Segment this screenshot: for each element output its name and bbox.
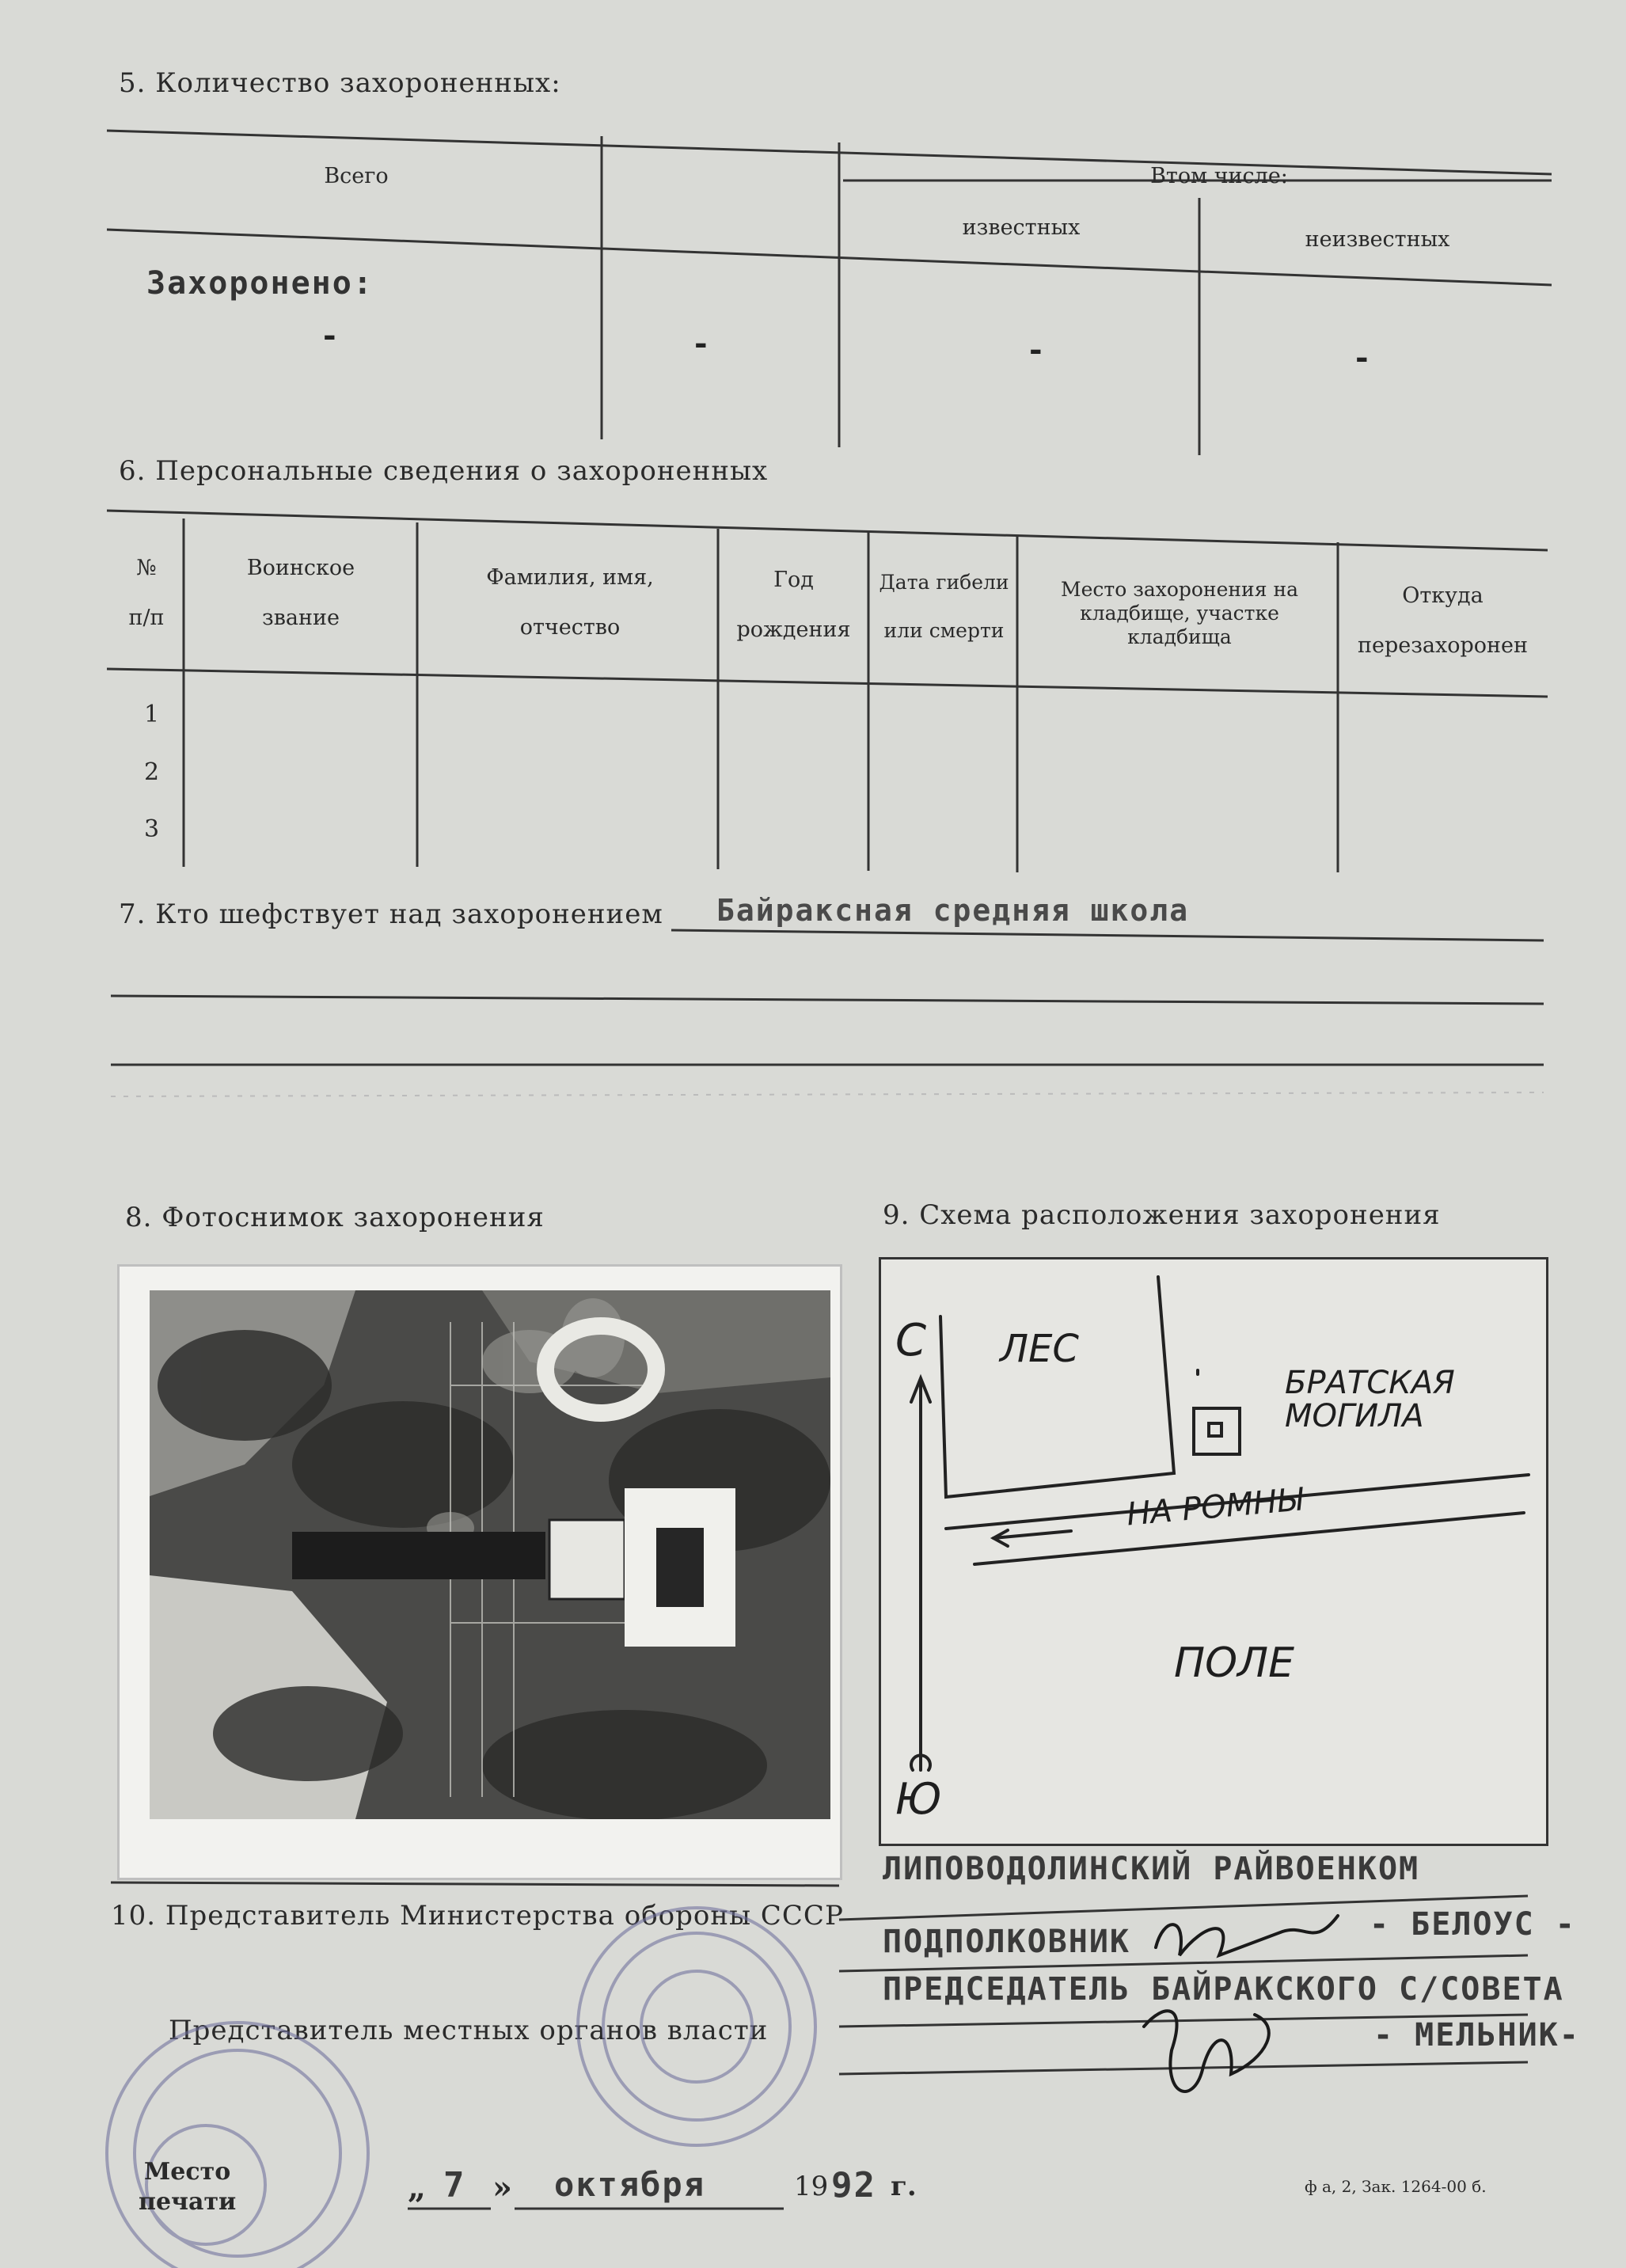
date-month: октября [554, 2165, 706, 2204]
mod-office-stamp: ЛИПОВОДОЛИНСКИЙ РАЙВОЕНКОМ [883, 1851, 1420, 1887]
section5-title: 5. Количество захороненных: [119, 67, 561, 99]
mod-rep-label: 10. Представитель Министерства обороны СССР [111, 1900, 844, 1932]
forest-label: ЛЕС [1000, 1327, 1079, 1371]
header-name-top: Фамилия, имя, [486, 565, 654, 590]
mod-name-stamp: - БЕЛОУС - [1370, 1906, 1576, 1943]
grave-label: БРАТСКАЯ МОГИЛА [1285, 1365, 1455, 1434]
road-label: НА РОМНЫ [1125, 1481, 1305, 1533]
seal-label-line2: печати [139, 2187, 237, 2216]
south-label: Ю [895, 1774, 942, 1824]
local-name-stamp: - МЕЛЬНИК- [1373, 2017, 1580, 2053]
local-rep-label: Представитель местных органов власти [169, 2015, 769, 2046]
col-including-header: Втом числе: [1150, 164, 1288, 188]
row-number: 1 [144, 701, 160, 728]
patron-value: Байраксная средняя школа [716, 893, 1190, 928]
date-year-unit: г. [891, 2171, 917, 2202]
row-number: 3 [144, 815, 160, 843]
col-known-header: известных [962, 215, 1081, 240]
date-year-suffix: 92 [831, 2165, 876, 2205]
header-name-bottom: отчество [519, 615, 621, 640]
value-total: - [323, 317, 336, 354]
col-total-header: Всего [324, 164, 389, 188]
date-day: 7 [443, 2165, 466, 2205]
section6-title: 6. Персональные сведения о захороненных [119, 455, 769, 487]
mod-person-stamp: ПОДПОЛКОВНИК [883, 1924, 1130, 1960]
seal-label-line1: Место [144, 2158, 231, 2186]
header-birth-bottom: рождения [736, 617, 851, 643]
value-known: - [1029, 331, 1043, 368]
header-num-bottom: п/п [128, 606, 165, 631]
header-death-top: Дата гибели [879, 571, 1009, 594]
header-num-top: № [136, 556, 157, 580]
header-rank-top: Воинское [246, 556, 355, 580]
header-place: Место захоронения на кладбище, участке кладбища [1060, 578, 1299, 648]
print-code: ф а, 2, Зак. 1264-00 б. [1305, 2177, 1487, 2196]
header-birth-top: Год [773, 568, 814, 592]
date-close-quote: » [492, 2169, 512, 2206]
header-rank-bottom: звание [262, 606, 340, 631]
section8-title: 8. Фотоснимок захоронения [125, 1202, 545, 1233]
date-open-quote: „ [408, 2169, 427, 2206]
section7-title: 7. Кто шефствует над захоронением [119, 898, 663, 930]
local-person-stamp: ПРЕДСЕДАТЕЛЬ БАЙРАКСКОГО С/СОВЕТА [883, 1971, 1564, 2008]
value-unknown: - [1355, 339, 1369, 376]
row-number: 2 [144, 758, 160, 786]
seal-place-label [139, 2157, 236, 2217]
header-death-bottom: или смерти [883, 618, 1005, 642]
header-from-top: Откуда [1402, 583, 1484, 608]
value-col2: - [694, 325, 708, 362]
section9-title: 9. Схема расположения захоронения [883, 1199, 1441, 1231]
buried-row-label: Захоронено: [146, 265, 374, 302]
north-label: С [895, 1315, 927, 1366]
col-unknown-header: неизвестных [1305, 227, 1450, 252]
header-from-bottom: перезахоронен [1357, 633, 1529, 659]
date-year-prefix: 19 [794, 2171, 829, 2202]
field-label: ПОЛЕ [1174, 1639, 1294, 1687]
